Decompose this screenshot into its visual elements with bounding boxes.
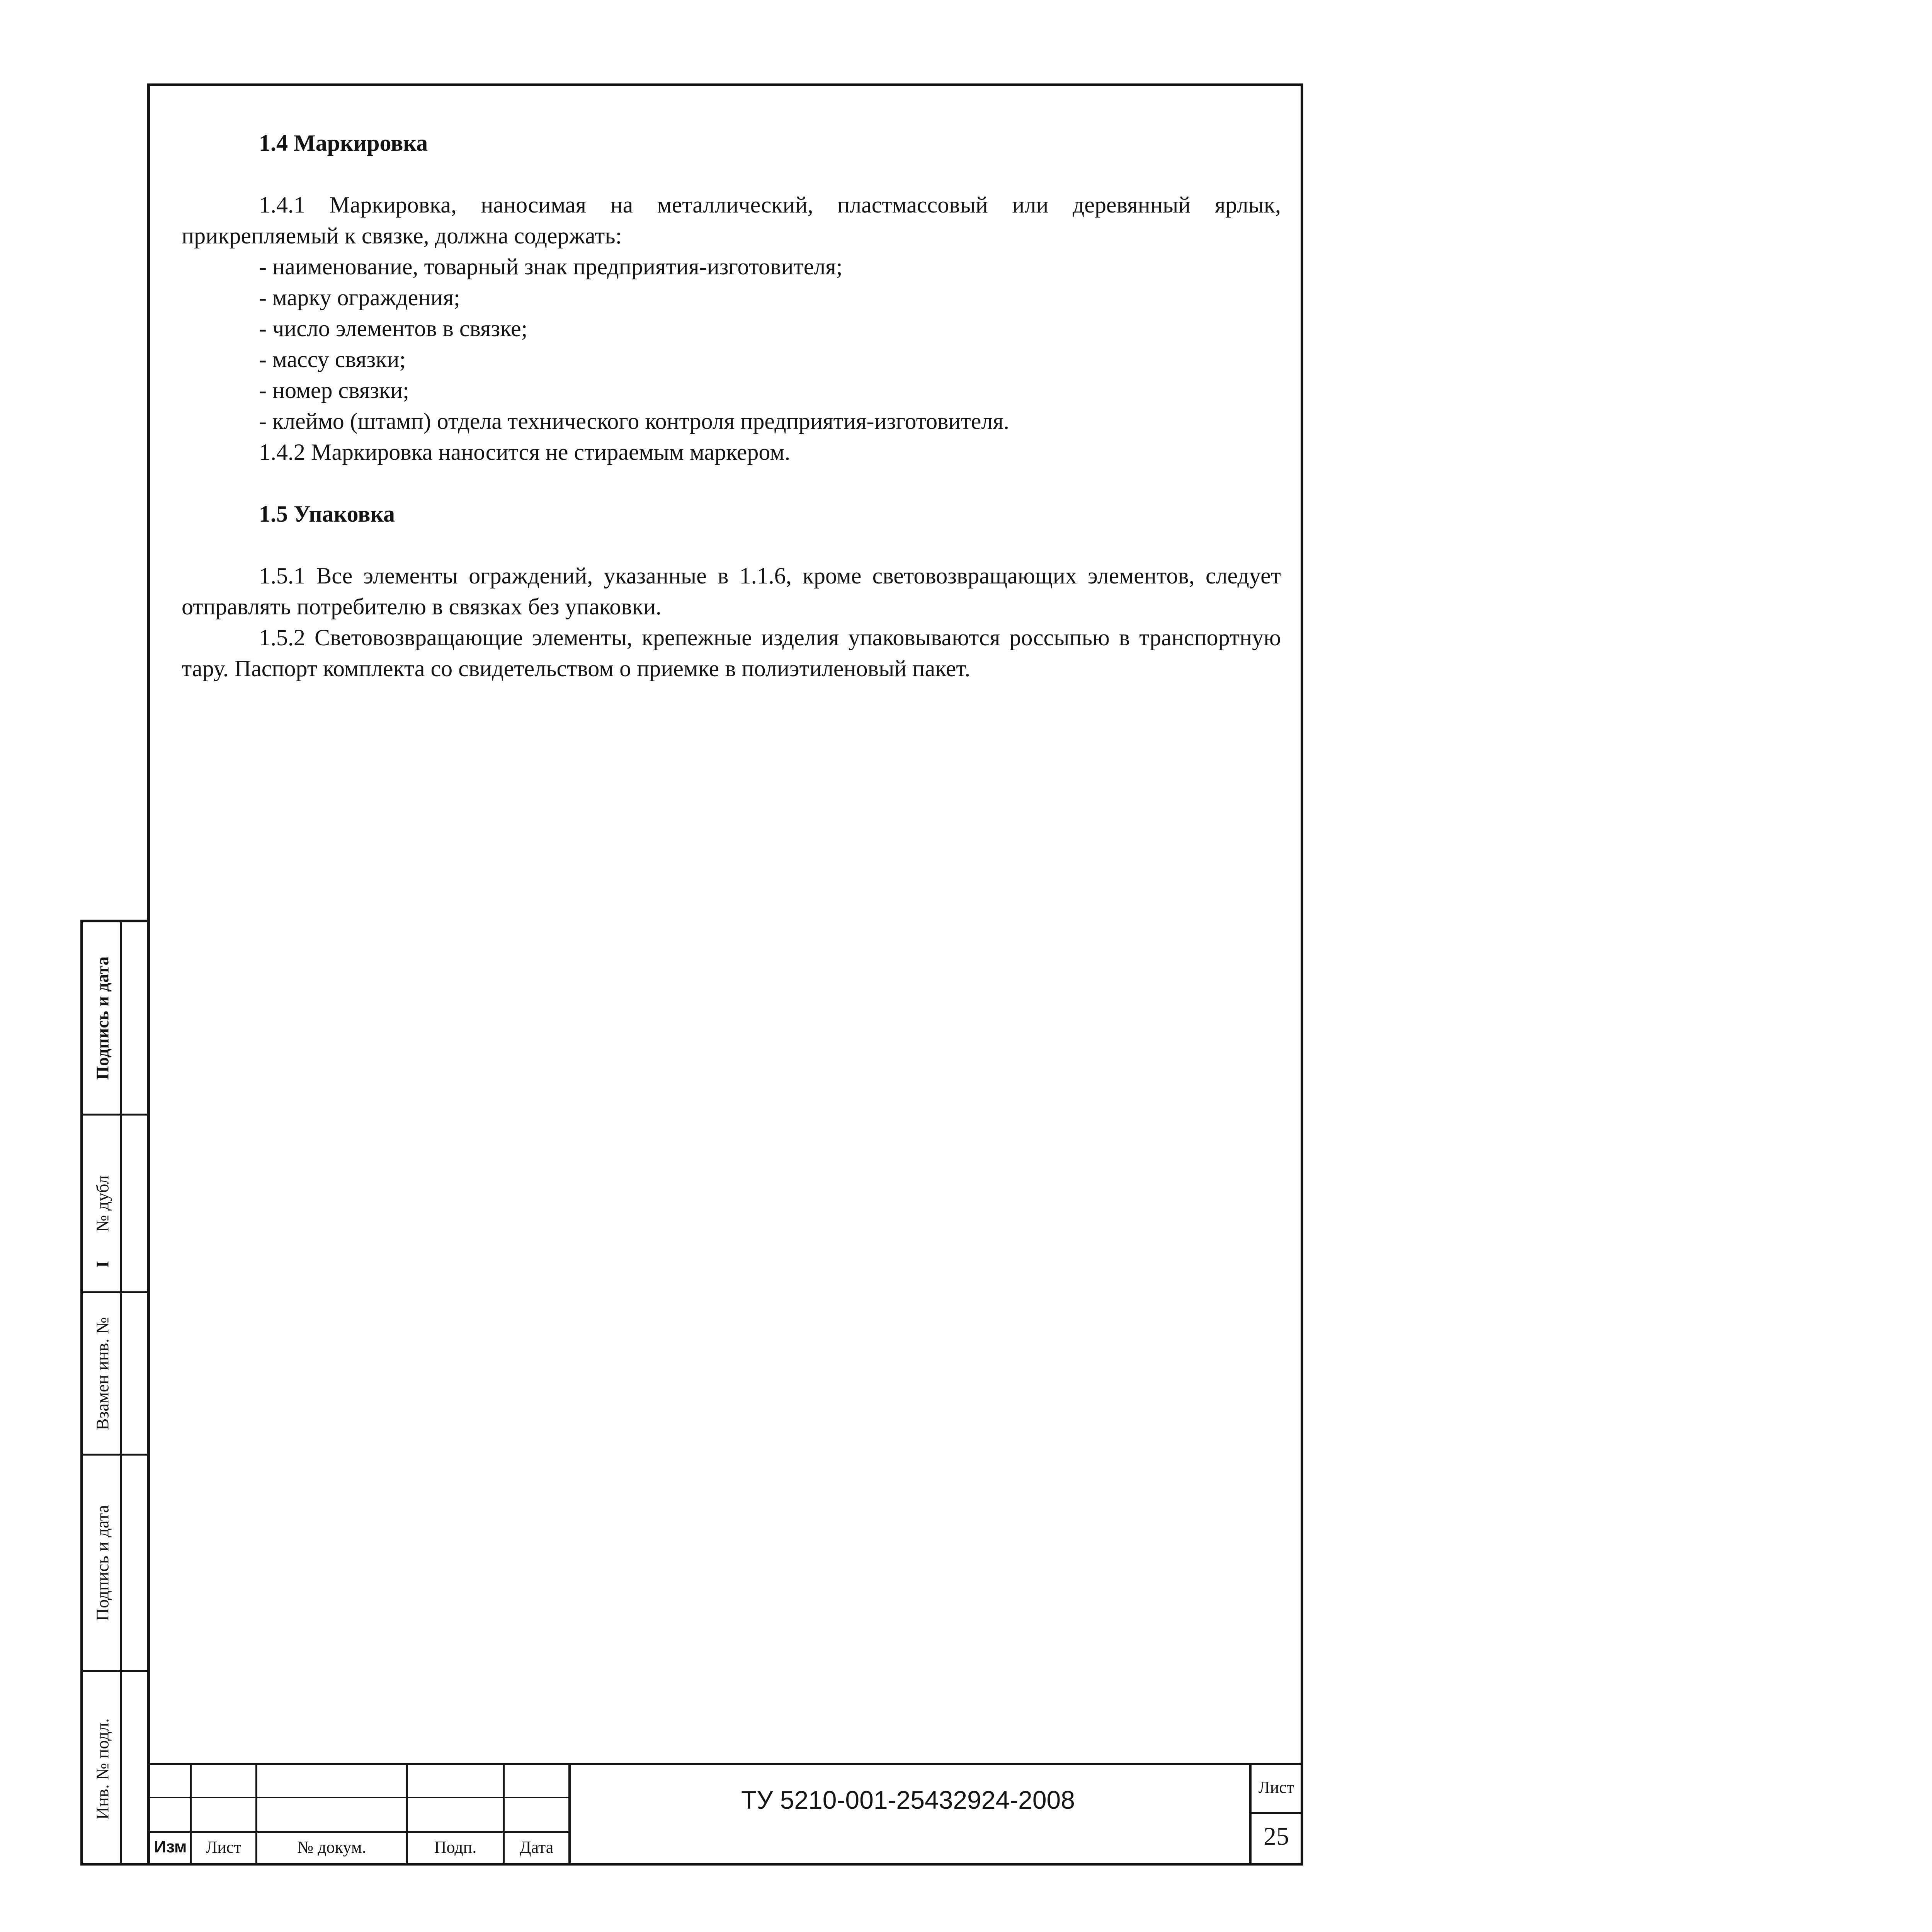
- list-item: - марку ограждения;: [259, 285, 460, 310]
- document-body: [182, 128, 1281, 684]
- page-number: 25: [1264, 1822, 1289, 1850]
- strip-mark: I: [92, 1261, 112, 1268]
- document-code: ТУ 5210-001-25432924-2008: [741, 1786, 1075, 1814]
- section-heading-packaging: 1.5 Упаковка: [259, 501, 395, 527]
- strip-label-dup-no: № дубл: [92, 1175, 112, 1232]
- list-item: - наименование, товарный знак предприятия-изготовителя;: [259, 254, 843, 279]
- list-item: - номер связки;: [259, 378, 409, 403]
- section-heading-marking: 1.4 Маркировка: [259, 130, 428, 156]
- paragraph-1-4-1: 1.4.1 Маркировка, наносимая на металлический, пластмассовый или деревянный ярлык, прикрепляемый к связке, должна содержать:: [182, 192, 1281, 248]
- paragraph-1-5-2: 1.5.2 Световозвращающие элементы, крепежные изделия упаковываются россыпью в транспортную тару. Паспорт комплекта со свидетельством о приемке в полиэтиленовый пакет.: [182, 625, 1281, 681]
- strip-label-signature-date-1: Подпись и дата: [92, 956, 112, 1080]
- col-sign: Подп.: [434, 1838, 477, 1857]
- list-item: - клеймо (штамп) отдела технического контроля предприятия-изготовителя.: [259, 408, 1009, 434]
- sheet-label: Лист: [1258, 1778, 1294, 1797]
- strip-label-replacement-inv: Взамен инв. №: [92, 1317, 112, 1430]
- list-item: - массу связки;: [259, 347, 406, 372]
- paragraph-1-4-2: 1.4.2 Маркировка наносится не стираемым маркером.: [259, 439, 791, 465]
- strip-label-signature-date-2: Подпись и дата: [92, 1505, 112, 1621]
- list-item: - число элементов в связке;: [259, 316, 528, 341]
- paragraph-1-5-1: 1.5.1 Все элементы ограждений, указанные в 1.1.6, кроме световозвращающих элементов, следует отправлять потребителю в связках без упаковки.: [182, 563, 1281, 619]
- side-strip: [80, 920, 150, 1866]
- col-doc-no: № докум.: [297, 1838, 366, 1857]
- strip-label-orig-inv: Инв. № подл.: [92, 1718, 112, 1820]
- col-date: Дата: [519, 1838, 554, 1857]
- col-sheet: Лист: [206, 1838, 242, 1857]
- col-change: Изм: [154, 1837, 187, 1856]
